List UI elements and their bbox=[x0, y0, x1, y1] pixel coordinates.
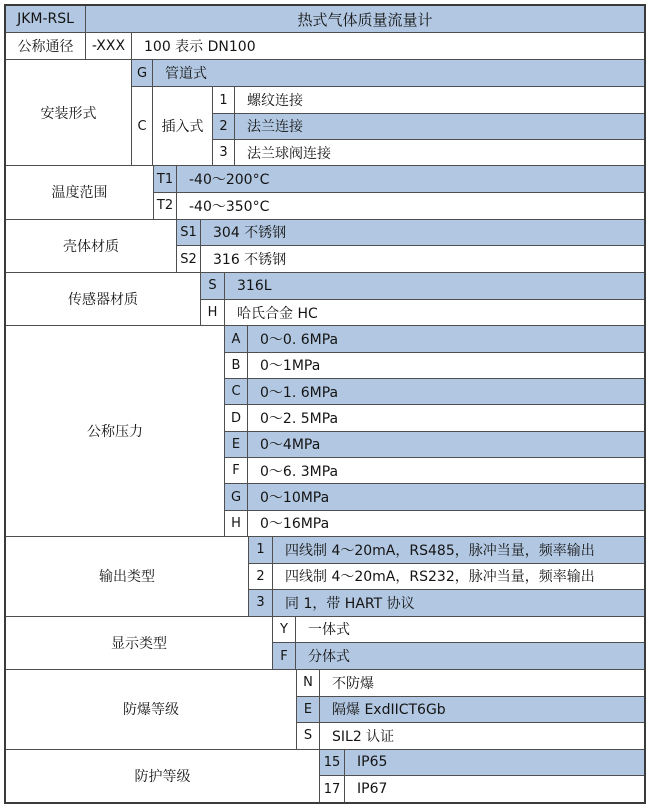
section-label: 防爆等级 bbox=[6, 670, 297, 749]
section-label: 公称压力 bbox=[6, 326, 225, 536]
code-cell: H bbox=[201, 300, 225, 326]
code-cell: H bbox=[225, 511, 248, 536]
code-cell: 2 bbox=[213, 114, 235, 139]
section-label: 输出类型 bbox=[6, 537, 249, 616]
value-cell: 哈氏合金 HC bbox=[237, 305, 318, 322]
section-label: 传感器材质 bbox=[6, 273, 201, 325]
option-row bbox=[225, 511, 644, 536]
header-row bbox=[6, 6, 644, 33]
option-row bbox=[201, 273, 644, 300]
insertion-subsection bbox=[132, 87, 644, 165]
option-row bbox=[201, 300, 644, 326]
value-cell: -40～350°C bbox=[189, 198, 270, 215]
value-cell: 316 不锈钢 bbox=[213, 252, 287, 269]
option-row bbox=[132, 60, 644, 87]
value-cell: 一体式 bbox=[308, 622, 350, 639]
section-protection-rating bbox=[6, 750, 644, 802]
model-code: JKM-RSL bbox=[6, 6, 86, 32]
option-row bbox=[249, 590, 644, 616]
option-row bbox=[225, 484, 644, 510]
code-cell: -XXX bbox=[86, 33, 132, 59]
code-cell: F bbox=[225, 458, 248, 483]
code-cell: E bbox=[225, 432, 248, 457]
option-row bbox=[213, 140, 644, 165]
code-cell: A bbox=[225, 326, 248, 351]
value-cell: IP65 bbox=[357, 754, 388, 771]
section-label: 壳体材质 bbox=[6, 220, 177, 272]
section-sensor-material bbox=[6, 273, 644, 326]
value-cell: SIL2 认证 bbox=[332, 728, 395, 745]
option-row bbox=[320, 776, 644, 802]
code-cell: C bbox=[132, 87, 153, 165]
code-cell: G bbox=[225, 484, 248, 509]
section-label: 温度范围 bbox=[6, 166, 154, 218]
code-cell: C bbox=[225, 379, 248, 404]
code-cell: S bbox=[297, 723, 320, 749]
section-explosion-proof bbox=[6, 670, 644, 750]
value-cell: 法兰连接 bbox=[247, 119, 303, 136]
value-cell: 0～10MPa bbox=[260, 490, 330, 507]
value-cell: 0～6. 3MPa bbox=[260, 463, 339, 480]
code-cell: 3 bbox=[213, 140, 235, 165]
section-housing-material bbox=[6, 220, 644, 273]
option-row bbox=[213, 87, 644, 113]
option-row bbox=[249, 537, 644, 564]
option-row bbox=[273, 643, 644, 669]
code-cell: 3 bbox=[249, 590, 273, 616]
code-cell: 1 bbox=[213, 87, 235, 112]
value-cell: 螺纹连接 bbox=[247, 93, 303, 109]
section-label: 安装形式 bbox=[6, 60, 132, 165]
code-cell: E bbox=[297, 697, 320, 723]
option-row bbox=[273, 617, 644, 644]
code-cell: F bbox=[273, 643, 296, 669]
code-cell: T2 bbox=[154, 193, 177, 219]
option-row bbox=[320, 750, 644, 777]
section-label: 公称通径 bbox=[6, 33, 86, 59]
option-row bbox=[225, 405, 644, 431]
code-cell: D bbox=[225, 405, 248, 430]
insertion-label: 插入式 bbox=[153, 87, 213, 165]
code-cell: S2 bbox=[177, 246, 201, 272]
option-row bbox=[225, 379, 644, 405]
option-row bbox=[297, 723, 644, 749]
section-temperature bbox=[6, 166, 644, 219]
code-cell: T1 bbox=[154, 166, 177, 192]
option-row bbox=[177, 220, 644, 247]
code-cell: S1 bbox=[177, 220, 201, 246]
option-row bbox=[177, 246, 644, 272]
code-cell: 15 bbox=[320, 750, 345, 776]
value-cell: 管道式 bbox=[165, 66, 207, 83]
option-row bbox=[297, 697, 644, 724]
value-cell: 分体式 bbox=[308, 649, 350, 666]
value-cell: 四线制 4～20mA，RS232，脉冲当量，频率输出 bbox=[285, 569, 595, 586]
code-cell: B bbox=[225, 353, 248, 378]
code-cell: 2 bbox=[249, 564, 273, 590]
option-row bbox=[225, 353, 644, 379]
option-row bbox=[225, 432, 644, 458]
option-row bbox=[297, 670, 644, 697]
value-cell: 0～1. 6MPa bbox=[260, 384, 339, 401]
code-cell: Y bbox=[273, 617, 296, 643]
option-row bbox=[225, 326, 644, 352]
value-cell: 法兰球阀连接 bbox=[247, 145, 331, 162]
value-cell: 316L bbox=[237, 277, 272, 294]
value-cell: -40～200°C bbox=[189, 172, 270, 189]
value-cell: 0～16MPa bbox=[260, 516, 330, 533]
code-cell: S bbox=[201, 273, 225, 299]
section-display-type bbox=[6, 617, 644, 670]
code-cell: G bbox=[132, 60, 153, 86]
value-cell: 不防爆 bbox=[332, 675, 374, 692]
code-cell: N bbox=[297, 670, 320, 696]
option-row bbox=[154, 193, 644, 219]
value-cell: 0～0. 6MPa bbox=[260, 332, 339, 349]
model-selection-table bbox=[4, 4, 646, 804]
value-cell: 0～4MPa bbox=[260, 437, 321, 454]
section-output-type bbox=[6, 537, 644, 617]
section-installation bbox=[6, 60, 644, 166]
section-label: 显示类型 bbox=[6, 617, 273, 669]
option-row bbox=[154, 166, 644, 193]
value-cell: 同 1，带 HART 协议 bbox=[285, 595, 415, 612]
page-title: 热式气体质量流量计 bbox=[297, 10, 433, 29]
value-cell: 304 不锈钢 bbox=[213, 225, 287, 242]
section-pressure bbox=[6, 326, 644, 537]
option-row bbox=[249, 564, 644, 591]
value-cell: 0～2. 5MPa bbox=[260, 411, 339, 428]
section-label: 防护等级 bbox=[6, 750, 320, 802]
code-cell: 1 bbox=[249, 537, 273, 563]
value-cell: IP67 bbox=[357, 781, 388, 798]
option-row bbox=[225, 458, 644, 484]
code-cell: 17 bbox=[320, 776, 345, 802]
option-row bbox=[213, 114, 644, 140]
value-cell: 隔爆 ExdIICT6Gb bbox=[332, 702, 446, 719]
section-nominal-diameter bbox=[6, 33, 644, 60]
value-cell: 0～1MPa bbox=[260, 358, 321, 375]
value-cell: 四线制 4～20mA，RS485，脉冲当量，频率输出 bbox=[285, 542, 595, 559]
value-cell: 100 表示 DN100 bbox=[144, 39, 256, 56]
